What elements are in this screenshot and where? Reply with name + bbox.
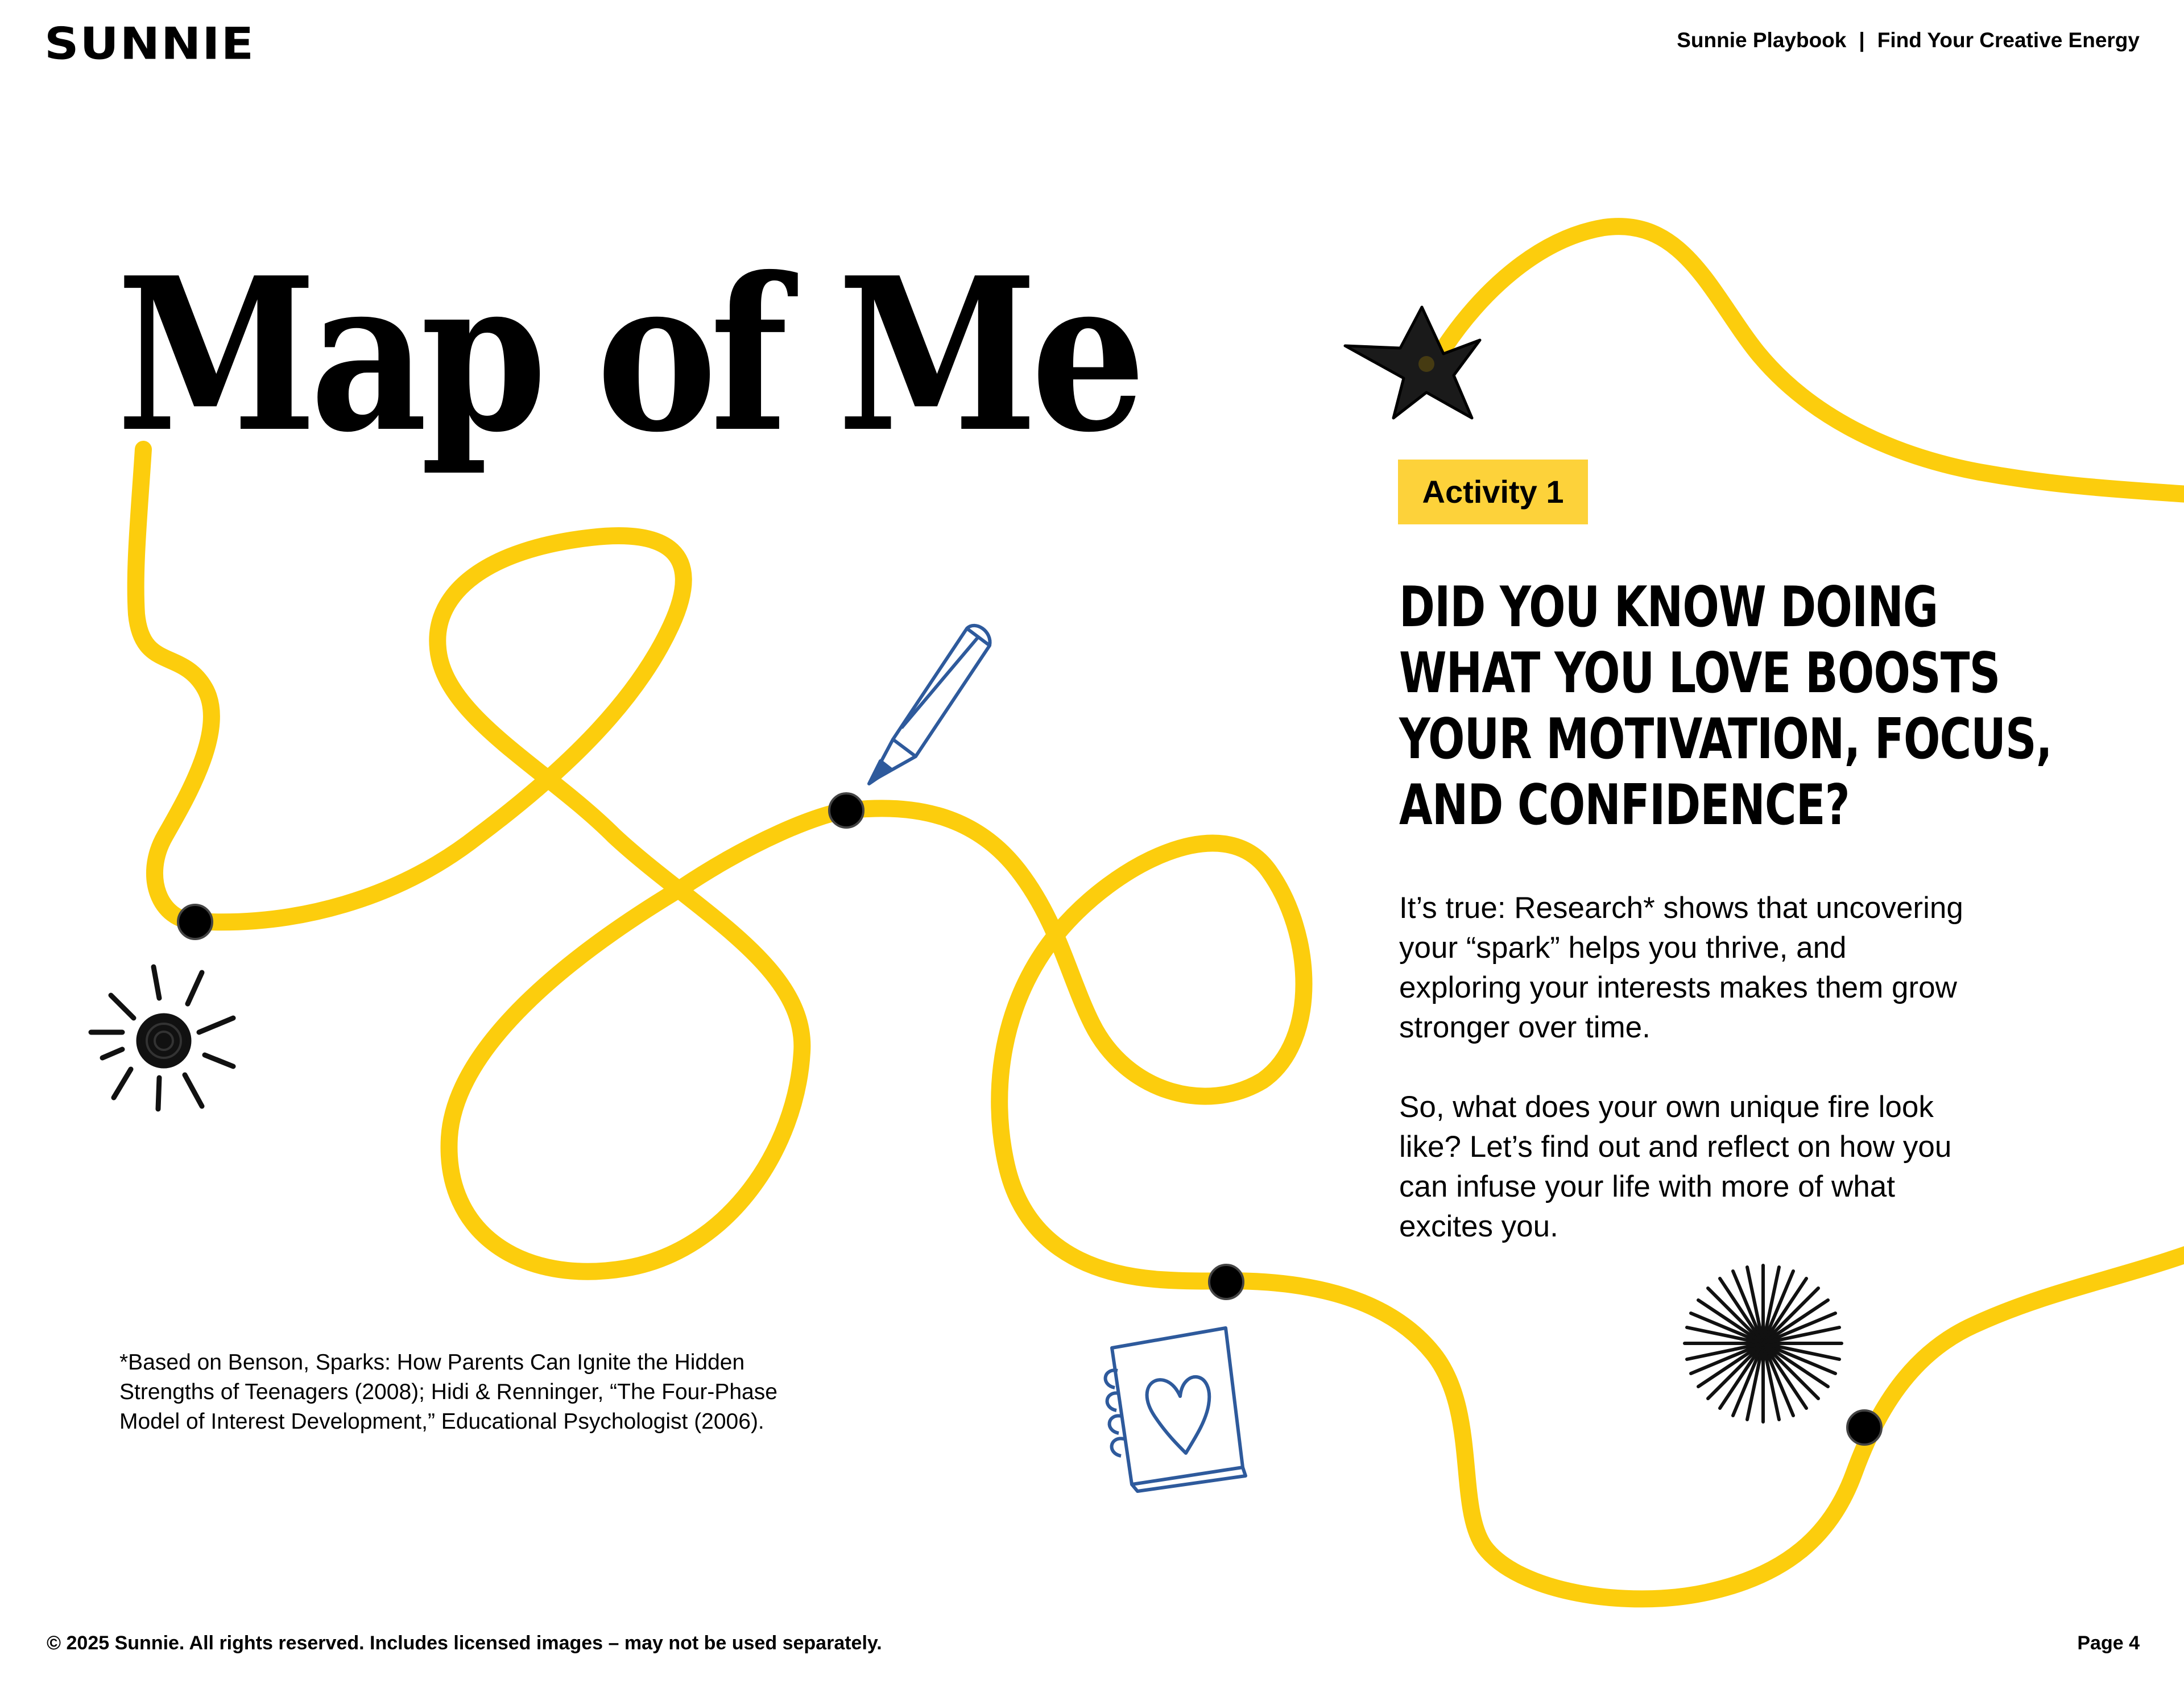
sun-icon bbox=[91, 967, 233, 1109]
footer-page-number: Page 4 bbox=[2077, 1632, 2140, 1654]
activity-paragraph-2 bbox=[1399, 1087, 2048, 1247]
paragraph-line: stronger over time. bbox=[1399, 1011, 1651, 1044]
paragraph-line: like? Let’s find out and reflect on how you bbox=[1399, 1130, 1952, 1164]
header-playbook: Sunnie Playbook bbox=[1677, 28, 1847, 52]
sunnie-logo: SUNNIE bbox=[44, 18, 255, 69]
path-segment-bottom bbox=[1228, 1251, 2184, 1599]
page-title: Map of Me bbox=[117, 232, 1139, 479]
notebook-heart-icon bbox=[1106, 1328, 1246, 1491]
headline-line: YOUR MOTIVATION, FOCUS, bbox=[1399, 707, 2052, 772]
header-section: Find Your Creative Energy bbox=[1877, 28, 2140, 52]
headline-line: DID YOU KNOW DOING bbox=[1399, 575, 1938, 640]
footnote-line: Model of Interest Development,” Educational Psychologist (2006). bbox=[119, 1409, 764, 1434]
pencil-icon bbox=[869, 626, 990, 784]
header-breadcrumb bbox=[1677, 30, 2140, 51]
paragraph-line: excites you. bbox=[1399, 1210, 1558, 1243]
activity-paragraph-1 bbox=[1399, 888, 2048, 1048]
path-segment-top bbox=[1445, 226, 2184, 495]
path-segment-left bbox=[136, 449, 1304, 1281]
headline-line: AND CONFIDENCE? bbox=[1399, 773, 1850, 838]
paragraph-line: exploring your interests makes them grow bbox=[1399, 971, 1957, 1004]
footnote-line: Strengths of Teenagers (2008); Hidi & Renninger, “The Four-Phase bbox=[119, 1380, 777, 1404]
paragraph-line: So, what does your own unique fire look bbox=[1399, 1090, 1934, 1124]
paragraph-line: It’s true: Research* shows that uncovering bbox=[1399, 891, 1963, 925]
path-dot-3 bbox=[1209, 1265, 1243, 1299]
activity-badge: Activity 1 bbox=[1398, 460, 1588, 524]
path-dot-4 bbox=[1847, 1410, 1881, 1445]
header-separator: | bbox=[1859, 28, 1865, 52]
footnote-line: *Based on Benson, Sparks: How Parents Can Ignite the Hidden bbox=[119, 1350, 745, 1375]
path-dot-2 bbox=[829, 793, 863, 828]
headline-line: WHAT YOU LOVE BOOSTS bbox=[1399, 641, 2000, 706]
paragraph-line: your “spark” helps you thrive, and bbox=[1399, 931, 1847, 965]
starburst-icon bbox=[1685, 1265, 1842, 1422]
path-dot-1 bbox=[178, 905, 212, 939]
research-footnote bbox=[119, 1348, 916, 1437]
activity-headline bbox=[1399, 574, 2052, 838]
paragraph-line: can infuse your life with more of what bbox=[1399, 1170, 1895, 1203]
footer-copyright: © 2025 Sunnie. All rights reserved. Includes licensed images – may not be used separately. bbox=[47, 1632, 882, 1654]
